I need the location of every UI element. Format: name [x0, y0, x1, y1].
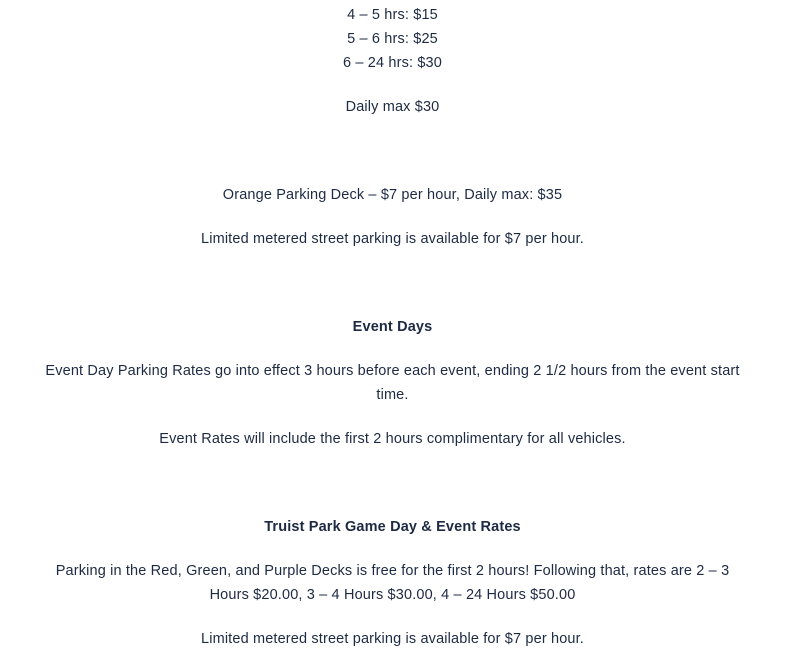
event-days-description: Event Day Parking Rates go into effect 3 hours before each event, ending 2 1/2 hours from the event start time.: [45, 363, 740, 403]
event-days-complimentary: Event Rates will include the first 2 hours complimentary for all vehicles.: [159, 431, 626, 447]
truist-park-rates: Parking in the Red, Green, and Purple Decks is free for the first 2 hours! Following that, rates are 2 – 3 Hours $20.00, 3 – 4 Hours $30.00, 4 – 24 Hours $50.00: [55, 563, 730, 603]
truist-park-heading: Truist Park Game Day & Event Rates: [264, 519, 521, 535]
event-days-heading: Event Days: [352, 319, 433, 335]
rate-5-6-hrs: 5 – 6 hrs: $25: [347, 31, 438, 47]
street-parking-note: Limited metered street parking is available for $7 per hour.: [201, 231, 584, 247]
orange-deck-rate: Orange Parking Deck – $7 per hour, Daily max: $35: [222, 187, 563, 203]
rate-6-24-hrs: 6 – 24 hrs: $30: [343, 55, 442, 71]
rate-4-5-hrs: 4 – 5 hrs: $15: [347, 7, 438, 23]
daily-max-text: Daily max $30: [345, 99, 440, 115]
truist-street-parking-note: Limited metered street parking is available for $7 per hour.: [201, 631, 584, 647]
